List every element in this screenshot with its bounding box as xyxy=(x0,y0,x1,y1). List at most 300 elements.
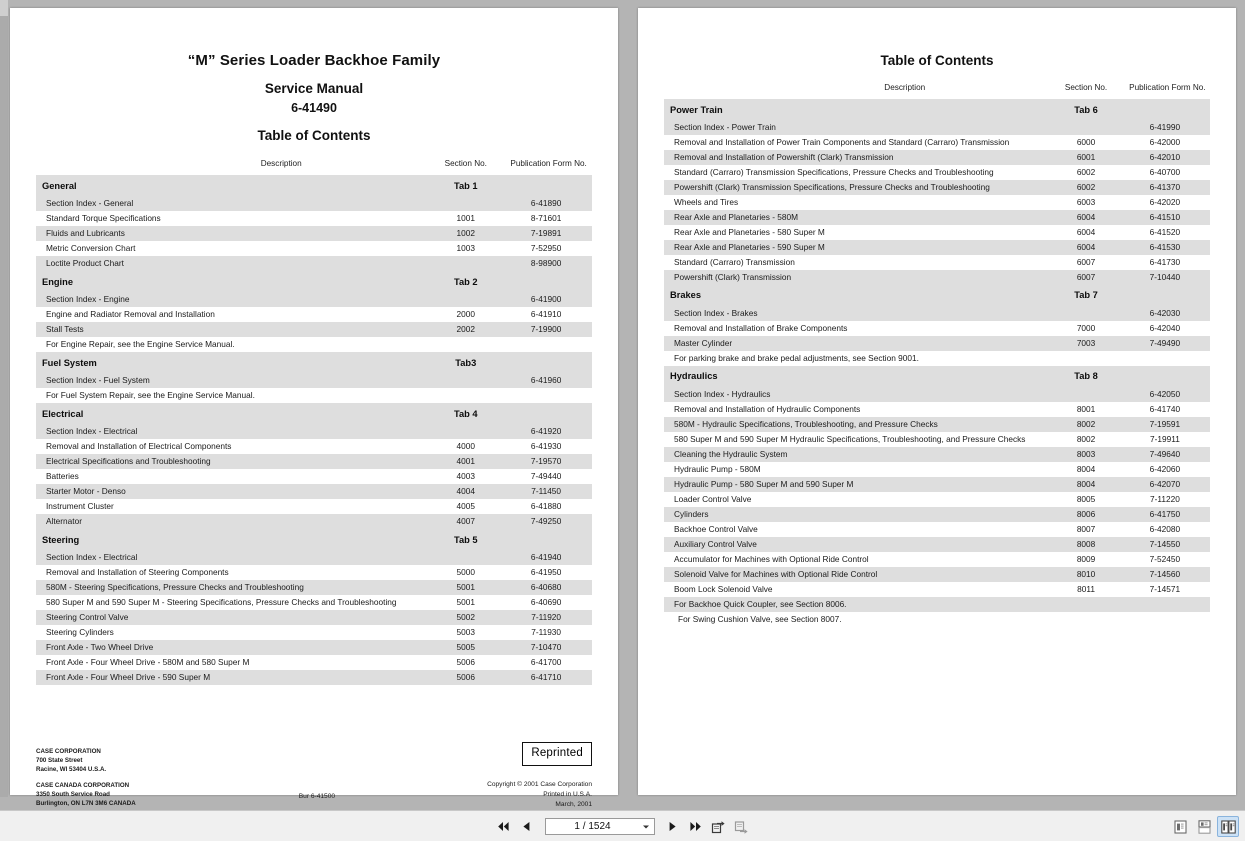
toc-section-header-row xyxy=(36,529,592,550)
toc-row-publication-no: 6-41740 xyxy=(1125,402,1210,417)
rotate-clockwise-icon[interactable] xyxy=(709,816,729,837)
reprinted-stamp xyxy=(522,742,592,766)
toc-row-section-no xyxy=(426,373,505,388)
toc-row[interactable] xyxy=(664,336,1210,351)
toc-row-description: Hydraulic Pump - 580 Super M and 590 Super M xyxy=(664,477,1047,492)
toc-row-section-no: 6004 xyxy=(1047,210,1125,225)
previous-page-button[interactable] xyxy=(517,816,537,837)
toc-section-name: Brakes xyxy=(664,285,1047,306)
toc-row-publication-no: 6-41990 xyxy=(1125,120,1210,135)
toc-row-section-no xyxy=(426,550,505,565)
toc-row-description: Front Axle - Four Wheel Drive - 590 Super M xyxy=(36,670,426,685)
chevron-down-icon[interactable] xyxy=(643,825,649,828)
toc-row-section-no xyxy=(426,256,505,271)
toc-row-publication-no: 7-19891 xyxy=(505,226,592,241)
column-header-description: Description xyxy=(884,83,926,92)
toc-row-section-no: 4004 xyxy=(426,484,505,499)
toc-row-publication-no: 6-42010 xyxy=(1125,150,1210,165)
toc-row-publication-no: 7-14571 xyxy=(1125,582,1210,597)
toc-row[interactable] xyxy=(664,552,1210,567)
viewer-toolbar[interactable] xyxy=(0,810,1245,841)
company-city-1: Racine, WI 53404 U.S.A. xyxy=(36,766,107,774)
toc-row-description: Boom Lock Solenoid Valve xyxy=(664,582,1047,597)
toc-row-description: Removal and Installation of Hydraulic Components xyxy=(664,402,1047,417)
toc-section-publication xyxy=(1125,366,1210,387)
toc-row[interactable] xyxy=(36,499,592,514)
toc-row-publication-no: 7-19911 xyxy=(1125,432,1210,447)
toc-section-name: Hydraulics xyxy=(664,366,1047,387)
toc-row-description: For Swing Cushion Valve, see Section 8007. xyxy=(664,612,1047,627)
column-header-section-no: Section No. xyxy=(1064,83,1108,92)
toc-row-publication-no: 6-40700 xyxy=(1125,165,1210,180)
document-page-left[interactable] xyxy=(10,8,618,808)
toc-row-section-no: 4001 xyxy=(426,454,505,469)
toc-row-section-no: 8002 xyxy=(1047,417,1125,432)
toc-section-name: Steering xyxy=(36,529,426,550)
toc-section-header-row xyxy=(36,271,592,292)
toc-row-publication-no: 8-71601 xyxy=(505,211,592,226)
vertical-scrollbar[interactable] xyxy=(0,0,8,797)
toc-row-description: Metric Conversion Chart xyxy=(36,241,426,256)
toc-row-section-no xyxy=(426,337,505,352)
toc-row-publication-no: 6-41940 xyxy=(505,550,592,565)
toc-row[interactable] xyxy=(664,180,1210,195)
toc-row[interactable] xyxy=(36,388,592,403)
toc-row[interactable] xyxy=(664,321,1210,336)
toc-row-publication-no: 6-40690 xyxy=(505,595,592,610)
toc-row-description: Starter Motor - Denso xyxy=(36,484,426,499)
toc-row-publication-no: 6-41700 xyxy=(505,655,592,670)
toc-row-section-no: 8006 xyxy=(1047,507,1125,522)
toc-section-header-row xyxy=(36,403,592,424)
document-page-right[interactable] xyxy=(638,8,1236,795)
toc-row-section-no: 4000 xyxy=(426,439,505,454)
toc-row-publication-no xyxy=(1125,597,1210,612)
toc-section-tab: Tab 4 xyxy=(426,403,505,424)
toc-row[interactable] xyxy=(664,255,1210,270)
toc-row-description: Section Index - Fuel System xyxy=(36,373,426,388)
page-number-input[interactable] xyxy=(545,818,655,835)
toc-heading-left: Table of Contents xyxy=(257,128,371,143)
page-footer-left xyxy=(36,748,592,809)
toc-row-section-no: 7000 xyxy=(1047,321,1125,336)
toc-table-left xyxy=(36,157,592,685)
toc-row-description: Standard (Carraro) Transmission Specifications, Pressure Checks and Troubleshooting xyxy=(664,165,1047,180)
toc-row[interactable] xyxy=(36,241,592,256)
toc-row[interactable] xyxy=(36,565,592,580)
toc-row-publication-no xyxy=(505,337,592,352)
toc-row-publication-no xyxy=(1125,612,1210,627)
last-page-button[interactable] xyxy=(686,816,706,837)
toc-row-description: For Fuel System Repair, see the Engine Service Manual. xyxy=(36,388,426,403)
view-mode-group xyxy=(1169,811,1239,841)
toc-row-publication-no: 6-42080 xyxy=(1125,522,1210,537)
toc-row-description: Loctite Product Chart xyxy=(36,256,426,271)
toc-row-description: Stall Tests xyxy=(36,322,426,337)
toc-table-right xyxy=(664,81,1210,627)
toc-section-publication xyxy=(505,403,592,424)
toc-row-description: Hydraulic Pump - 580M xyxy=(664,462,1047,477)
toc-row-description: For parking brake and brake pedal adjustments, see Section 9001. xyxy=(664,351,1047,366)
toc-section-tab: Tab 1 xyxy=(426,175,505,196)
toc-section-tab: Tab 5 xyxy=(426,529,505,550)
toc-row-publication-no: 7-49250 xyxy=(505,514,592,529)
page-navigation-group xyxy=(494,811,752,841)
toc-row-description: Rear Axle and Planetaries - 590 Super M xyxy=(664,240,1047,255)
toc-row-publication-no: 7-19570 xyxy=(505,454,592,469)
toc-row-section-no: 4007 xyxy=(426,514,505,529)
toc-row-section-no: 4003 xyxy=(426,469,505,484)
toc-row-section-no: 8001 xyxy=(1047,402,1125,417)
toc-row-section-no: 8010 xyxy=(1047,567,1125,582)
toc-row[interactable] xyxy=(36,640,592,655)
toc-row-publication-no: 7-19591 xyxy=(1125,417,1210,432)
toc-row-section-no: 6007 xyxy=(1047,270,1125,285)
toc-row-publication-no: 7-49440 xyxy=(505,469,592,484)
toc-row-description: Cylinders xyxy=(664,507,1047,522)
toc-row-publication-no: 7-10470 xyxy=(505,640,592,655)
toc-row[interactable] xyxy=(664,402,1210,417)
column-header-description: Description xyxy=(260,159,302,168)
toc-row-section-no: 5005 xyxy=(426,640,505,655)
toc-section-publication xyxy=(1125,99,1210,120)
toc-row[interactable] xyxy=(36,550,592,565)
toc-row[interactable] xyxy=(664,477,1210,492)
toc-row-section-no: 6004 xyxy=(1047,240,1125,255)
toc-row[interactable] xyxy=(664,165,1210,180)
toc-row-publication-no: 7-49640 xyxy=(1125,447,1210,462)
toc-row[interactable] xyxy=(664,306,1210,321)
toc-row[interactable] xyxy=(664,120,1210,135)
toc-row-description: Removal and Installation of Powershift (Clark) Transmission xyxy=(664,150,1047,165)
toc-row-publication-no: 7-11930 xyxy=(505,625,592,640)
toc-row-description: 580 Super M and 590 Super M Hydraulic Specifications, Troubleshooting, and Pressure Checks xyxy=(664,432,1047,447)
toc-row-description: Backhoe Control Valve xyxy=(664,522,1047,537)
toc-row[interactable] xyxy=(36,424,592,439)
toc-row[interactable] xyxy=(664,492,1210,507)
toc-row[interactable] xyxy=(36,439,592,454)
first-page-button[interactable] xyxy=(494,816,514,837)
toc-row-publication-no: 6-41370 xyxy=(1125,180,1210,195)
toc-section-tab: Tab3 xyxy=(426,352,505,373)
toc-row[interactable] xyxy=(664,432,1210,447)
toc-row-publication-no: 7-14560 xyxy=(1125,567,1210,582)
toc-row-description: Powershift (Clark) Transmission Specifications, Pressure Checks and Troubleshooting xyxy=(664,180,1047,195)
toc-row-description: Fluids and Lubricants xyxy=(36,226,426,241)
toc-row[interactable] xyxy=(36,211,592,226)
toc-row-section-no: 4005 xyxy=(426,499,505,514)
column-header-publication-form-no: Publication Form No. xyxy=(510,159,587,168)
toc-row-section-no: 5001 xyxy=(426,580,505,595)
toc-row-publication-no: 6-42030 xyxy=(1125,306,1210,321)
toc-row-section-no: 6002 xyxy=(1047,165,1125,180)
toc-row-section-no xyxy=(1047,597,1125,612)
toc-row-publication-no: 6-41910 xyxy=(505,307,592,322)
toc-row-description: Removal and Installation of Brake Components xyxy=(664,321,1047,336)
toc-row[interactable] xyxy=(36,256,592,271)
toc-row-publication-no: 6-42000 xyxy=(1125,135,1210,150)
page-title: “M” Series Loader Backhoe Family xyxy=(187,52,441,69)
toc-row[interactable] xyxy=(36,196,592,211)
copyright-block xyxy=(487,780,592,810)
toc-row-section-no xyxy=(1047,351,1125,366)
company-name-2: CASE CANADA CORPORATION xyxy=(36,782,130,790)
reprinted-label: Reprinted xyxy=(522,742,592,766)
toc-section-header-row xyxy=(36,352,592,373)
company-street-1: 700 State Street xyxy=(36,757,83,765)
toc-row[interactable] xyxy=(664,195,1210,210)
toc-row-section-no: 8005 xyxy=(1047,492,1125,507)
toc-row-description: Section Index - Power Train xyxy=(664,120,1047,135)
toc-row-description: Rear Axle and Planetaries - 580 Super M xyxy=(664,225,1047,240)
toc-row-section-no: 8008 xyxy=(1047,537,1125,552)
toc-row[interactable] xyxy=(664,567,1210,582)
toc-row-description: Steering Control Valve xyxy=(36,610,426,625)
toc-row-section-no: 2000 xyxy=(426,307,505,322)
toc-section-name: General xyxy=(36,175,426,196)
toc-row-section-no xyxy=(1047,306,1125,321)
toc-row-description: Engine and Radiator Removal and Installation xyxy=(36,307,426,322)
toc-row-section-no: 6002 xyxy=(1047,180,1125,195)
toc-row[interactable] xyxy=(664,351,1210,366)
toc-section-header-row xyxy=(664,285,1210,306)
toc-header-row xyxy=(664,81,1210,99)
toc-row[interactable] xyxy=(36,454,592,469)
toc-row-section-no: 2002 xyxy=(426,322,505,337)
toc-section-name: Fuel System xyxy=(36,352,426,373)
toc-row-description: Wheels and Tires xyxy=(664,195,1047,210)
toc-row-section-no: 1003 xyxy=(426,241,505,256)
toc-row-section-no xyxy=(426,196,505,211)
toc-section-header-row xyxy=(664,366,1210,387)
toc-row[interactable] xyxy=(36,337,592,352)
toc-row-description: Section Index - Electrical xyxy=(36,424,426,439)
toc-row-publication-no: 6-41750 xyxy=(1125,507,1210,522)
toc-row[interactable] xyxy=(36,670,592,685)
toc-row-description: Section Index - General xyxy=(36,196,426,211)
toc-row-description: Solenoid Valve for Machines with Optional Ride Control xyxy=(664,567,1047,582)
toc-row-section-no: 8009 xyxy=(1047,552,1125,567)
toc-row-section-no: 6003 xyxy=(1047,195,1125,210)
toc-row-section-no: 7003 xyxy=(1047,336,1125,351)
toc-row-description: Standard Torque Specifications xyxy=(36,211,426,226)
toc-section-name: Power Train xyxy=(664,99,1047,120)
toc-row-description: Auxiliary Control Valve xyxy=(664,537,1047,552)
toc-row[interactable] xyxy=(664,387,1210,402)
toc-row-description: Cleaning the Hydraulic System xyxy=(664,447,1047,462)
toc-section-header-row xyxy=(664,99,1210,120)
column-header-section-no: Section No. xyxy=(444,159,487,168)
toc-row-description: For Backhoe Quick Coupler, see Section 8006. xyxy=(664,597,1047,612)
toc-row-description: Batteries xyxy=(36,469,426,484)
toc-row[interactable] xyxy=(664,240,1210,255)
continuous-scroll-view-button[interactable] xyxy=(1193,816,1215,837)
toc-row-publication-no: 6-42070 xyxy=(1125,477,1210,492)
toc-row-description: Loader Control Valve xyxy=(664,492,1047,507)
toc-row-publication-no: 7-49490 xyxy=(1125,336,1210,351)
toc-row-description: Removal and Installation of Electrical Components xyxy=(36,439,426,454)
toc-row-description: Section Index - Electrical xyxy=(36,550,426,565)
toc-row-publication-no: 6-42060 xyxy=(1125,462,1210,477)
toc-row[interactable] xyxy=(664,417,1210,432)
toc-row[interactable] xyxy=(36,595,592,610)
toc-row[interactable] xyxy=(664,522,1210,537)
toc-section-name: Engine xyxy=(36,271,426,292)
toc-row-publication-no: 6-41710 xyxy=(505,670,592,685)
toc-row[interactable] xyxy=(36,226,592,241)
toc-row[interactable] xyxy=(664,582,1210,597)
toc-row-publication-no: 6-42050 xyxy=(1125,387,1210,402)
toc-row[interactable] xyxy=(36,292,592,307)
toc-row-publication-no: 7-19900 xyxy=(505,322,592,337)
toc-row[interactable] xyxy=(664,135,1210,150)
toc-row[interactable] xyxy=(36,322,592,337)
rotate-counterclockwise-icon[interactable] xyxy=(732,816,752,837)
company-city-2: Burlington, ON L7N 3M6 CANADA xyxy=(36,800,136,808)
toc-row-section-no: 6000 xyxy=(1047,135,1125,150)
toc-row[interactable] xyxy=(664,210,1210,225)
toc-row-description: Removal and Installation of Power Train Components and Standard (Carraro) Transmission xyxy=(664,135,1047,150)
toc-row-description: 580 Super M and 590 Super M - Steering Specifications, Pressure Checks and Troubleshooting xyxy=(36,595,426,610)
toc-row-publication-no: 6-41920 xyxy=(505,424,592,439)
toc-row-section-no: 6001 xyxy=(1047,150,1125,165)
toc-row[interactable] xyxy=(36,307,592,322)
toc-row-publication-no: 7-11450 xyxy=(505,484,592,499)
toc-row-description: Steering Cylinders xyxy=(36,625,426,640)
manual-number: 6-41490 xyxy=(291,101,337,115)
toc-row-publication-no: 6-41930 xyxy=(505,439,592,454)
company-name-1: CASE CORPORATION xyxy=(36,748,101,756)
toc-row-section-no xyxy=(1047,612,1125,627)
toc-row[interactable] xyxy=(664,462,1210,477)
toc-row-section-no: 8003 xyxy=(1047,447,1125,462)
scrollbar-thumb[interactable] xyxy=(0,0,8,16)
toc-row[interactable] xyxy=(664,507,1210,522)
toc-row-section-no xyxy=(1047,120,1125,135)
page-number-value: 1 / 1524 xyxy=(574,821,611,832)
toc-row[interactable] xyxy=(36,484,592,499)
toc-row-description: 580M - Hydraulic Specifications, Troubleshooting, and Pressure Checks xyxy=(664,417,1047,432)
toc-row-section-no: 5006 xyxy=(426,670,505,685)
two-page-view-button[interactable] xyxy=(1217,816,1239,837)
toc-row-publication-no: 6-40680 xyxy=(505,580,592,595)
toc-row-publication-no: 7-11920 xyxy=(505,610,592,625)
toc-row[interactable] xyxy=(664,597,1210,612)
toc-row-section-no: 5002 xyxy=(426,610,505,625)
toc-row-publication-no: 6-41950 xyxy=(505,565,592,580)
toc-section-publication xyxy=(1125,285,1210,306)
toc-row-section-no: 5000 xyxy=(426,565,505,580)
toc-row-section-no: 6004 xyxy=(1047,225,1125,240)
toc-section-tab: Tab 6 xyxy=(1047,99,1125,120)
toc-section-publication xyxy=(505,352,592,373)
toc-row-section-no: 5003 xyxy=(426,625,505,640)
bur-number-left: Bur 6-41500 xyxy=(298,793,336,801)
toc-row-section-no: 8004 xyxy=(1047,462,1125,477)
toc-row-publication-no: 7-14550 xyxy=(1125,537,1210,552)
toc-row-description: Powershift (Clark) Transmission xyxy=(664,270,1047,285)
toc-row-publication-no: 6-42040 xyxy=(1125,321,1210,336)
toc-section-tab: Tab 8 xyxy=(1047,366,1125,387)
toc-header-row xyxy=(36,157,592,175)
toc-row-publication-no xyxy=(1125,351,1210,366)
toc-row-publication-no: 6-42020 xyxy=(1125,195,1210,210)
toc-row[interactable] xyxy=(36,373,592,388)
toc-row-section-no: 6007 xyxy=(1047,255,1125,270)
toc-row[interactable] xyxy=(664,447,1210,462)
toc-row-description: Instrument Cluster xyxy=(36,499,426,514)
toc-row-publication-no: 6-41890 xyxy=(505,196,592,211)
toc-section-name: Electrical xyxy=(36,403,426,424)
toc-row-description: Front Axle - Two Wheel Drive xyxy=(36,640,426,655)
toc-row-description: Standard (Carraro) Transmission xyxy=(664,255,1047,270)
toc-section-tab: Tab 7 xyxy=(1047,285,1125,306)
toc-section-publication xyxy=(505,529,592,550)
toc-row[interactable] xyxy=(664,612,1210,627)
copyright-line-2: Printed in U.S.A. xyxy=(543,790,592,798)
toc-row-publication-no: 7-10440 xyxy=(1125,270,1210,285)
toc-section-publication xyxy=(505,271,592,292)
toc-row-section-no xyxy=(426,424,505,439)
toc-section-tab: Tab 2 xyxy=(426,271,505,292)
toc-row-description: Front Axle - Four Wheel Drive - 580M and 580 Super M xyxy=(36,655,426,670)
single-page-view-button[interactable] xyxy=(1169,816,1191,837)
toc-row-section-no xyxy=(1047,387,1125,402)
toc-row-publication-no: 6-41880 xyxy=(505,499,592,514)
toc-row-section-no: 5006 xyxy=(426,655,505,670)
toc-row[interactable] xyxy=(664,150,1210,165)
toc-row-section-no: 8004 xyxy=(1047,477,1125,492)
toc-row-publication-no: 8-98900 xyxy=(505,256,592,271)
toc-row[interactable] xyxy=(36,655,592,670)
toc-row-description: Alternator xyxy=(36,514,426,529)
toc-row-publication-no: 7-11220 xyxy=(1125,492,1210,507)
toc-row-publication-no: 6-41530 xyxy=(1125,240,1210,255)
toc-section-header-row xyxy=(36,175,592,196)
toc-row[interactable] xyxy=(664,537,1210,552)
toc-row-section-no: 8011 xyxy=(1047,582,1125,597)
toc-row[interactable] xyxy=(664,270,1210,285)
column-header-publication-form-no: Publication Form No. xyxy=(1129,83,1206,92)
toc-row-publication-no: 6-41730 xyxy=(1125,255,1210,270)
toc-row-description: Section Index - Engine xyxy=(36,292,426,307)
toc-row-section-no: 8002 xyxy=(1047,432,1125,447)
toc-row-section-no: 1001 xyxy=(426,211,505,226)
toc-row-section-no: 5001 xyxy=(426,595,505,610)
toc-row-description: Removal and Installation of Steering Components xyxy=(36,565,426,580)
page-subtitle: Service Manual xyxy=(264,81,364,96)
toc-row-description: Section Index - Brakes xyxy=(664,306,1047,321)
toc-row[interactable] xyxy=(664,225,1210,240)
toc-row[interactable] xyxy=(36,580,592,595)
toc-row-description: Accumulator for Machines with Optional Ride Control xyxy=(664,552,1047,567)
copyright-line-3: March, 2001 xyxy=(555,800,592,808)
toc-row-description: 580M - Steering Specifications, Pressure Checks and Troubleshooting xyxy=(36,580,426,595)
toc-row-publication-no: 6-41900 xyxy=(505,292,592,307)
toc-row-section-no: 1002 xyxy=(426,226,505,241)
toc-row[interactable] xyxy=(36,514,592,529)
toc-row[interactable] xyxy=(36,610,592,625)
toc-row[interactable] xyxy=(36,625,592,640)
toc-heading-right: Table of Contents xyxy=(880,53,994,68)
toc-row-publication-no: 6-41510 xyxy=(1125,210,1210,225)
company-street-2: 3350 South Service Road xyxy=(36,791,110,799)
toc-row-section-no: 8007 xyxy=(1047,522,1125,537)
toc-row[interactable] xyxy=(36,469,592,484)
next-page-button[interactable] xyxy=(663,816,683,837)
toc-row-publication-no xyxy=(505,388,592,403)
toc-row-section-no xyxy=(426,292,505,307)
